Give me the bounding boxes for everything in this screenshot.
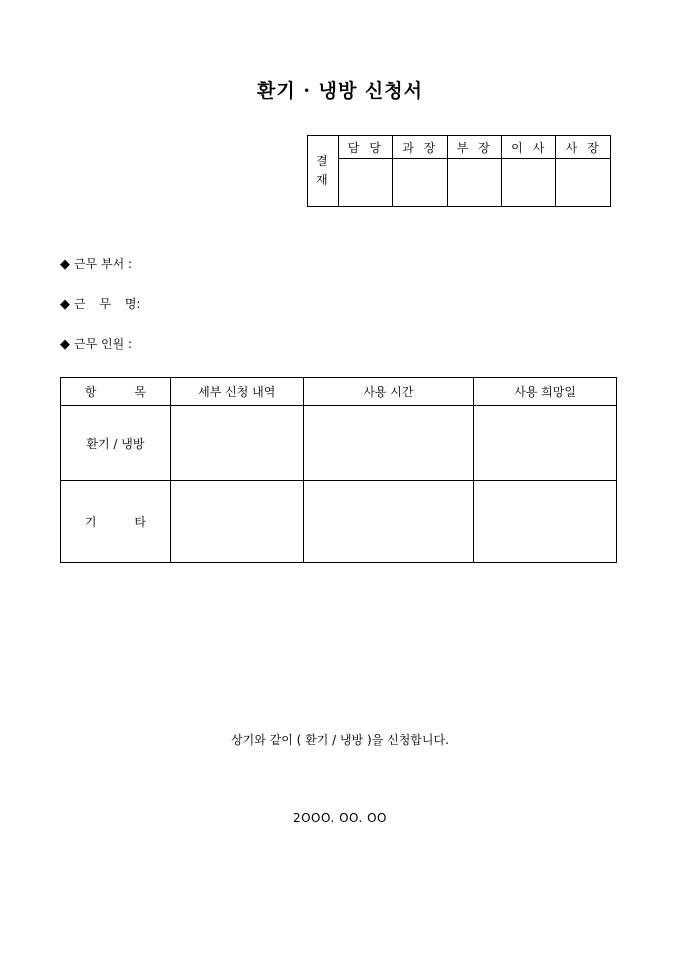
signature-cell[interactable] xyxy=(502,159,556,207)
approval-box xyxy=(307,135,611,207)
row-label-other-left: 기 xyxy=(84,515,97,529)
approval-col-president: 사장 xyxy=(556,136,611,159)
desired-date-cell[interactable] xyxy=(474,481,617,563)
approval-col-manager: 담당 xyxy=(338,136,392,159)
usage-time-cell[interactable] xyxy=(303,481,474,563)
diamond-icon: ◆ xyxy=(60,337,70,352)
field-department-label: 근무 부서 : xyxy=(74,257,133,271)
header-details: 세부 신청 내역 xyxy=(170,378,303,406)
page-title: 환기 · 냉방 신청서 xyxy=(257,80,423,102)
request-table xyxy=(60,377,617,563)
signature-cell[interactable] xyxy=(393,159,447,207)
approval-col-director: 이사 xyxy=(502,136,556,159)
header-item xyxy=(61,378,171,406)
diamond-icon: ◆ xyxy=(60,257,70,272)
approval-side-label xyxy=(308,136,339,207)
signature-cell[interactable] xyxy=(556,159,611,207)
field-staff-name-label: 근 무 명: xyxy=(74,297,141,311)
approval-col-section-chief: 과장 xyxy=(393,136,447,159)
details-cell[interactable] xyxy=(170,481,303,563)
request-date: 2OOO. OO. OO xyxy=(292,811,388,825)
desired-date-cell[interactable] xyxy=(474,406,617,481)
approval-col-dept-head: 부장 xyxy=(447,136,501,159)
header-item-left: 항 xyxy=(84,385,97,399)
approval-side-char-1: 결 xyxy=(316,154,338,168)
usage-time-cell[interactable] xyxy=(303,406,474,481)
row-label-ventilation-cooling: 환기 / 냉방 xyxy=(61,406,171,481)
field-headcount-label: 근무 인원 : xyxy=(74,337,133,351)
header-desired-date: 사용 희망일 xyxy=(474,378,617,406)
field-department xyxy=(60,255,132,272)
signature-cell[interactable] xyxy=(338,159,392,207)
field-staff-name xyxy=(60,295,140,312)
row-label-other-right: 타 xyxy=(134,515,147,529)
details-cell[interactable] xyxy=(170,406,303,481)
field-headcount xyxy=(60,335,132,352)
approval-side-char-2: 재 xyxy=(316,173,338,187)
header-item-right: 목 xyxy=(134,385,147,399)
request-statement: 상기와 같이 ( 환기 / 냉방 )을 신청합니다. xyxy=(231,733,449,747)
signature-cell[interactable] xyxy=(447,159,501,207)
row-label-other xyxy=(61,481,171,563)
diamond-icon: ◆ xyxy=(60,297,70,312)
header-usage-time: 사용 시간 xyxy=(303,378,474,406)
